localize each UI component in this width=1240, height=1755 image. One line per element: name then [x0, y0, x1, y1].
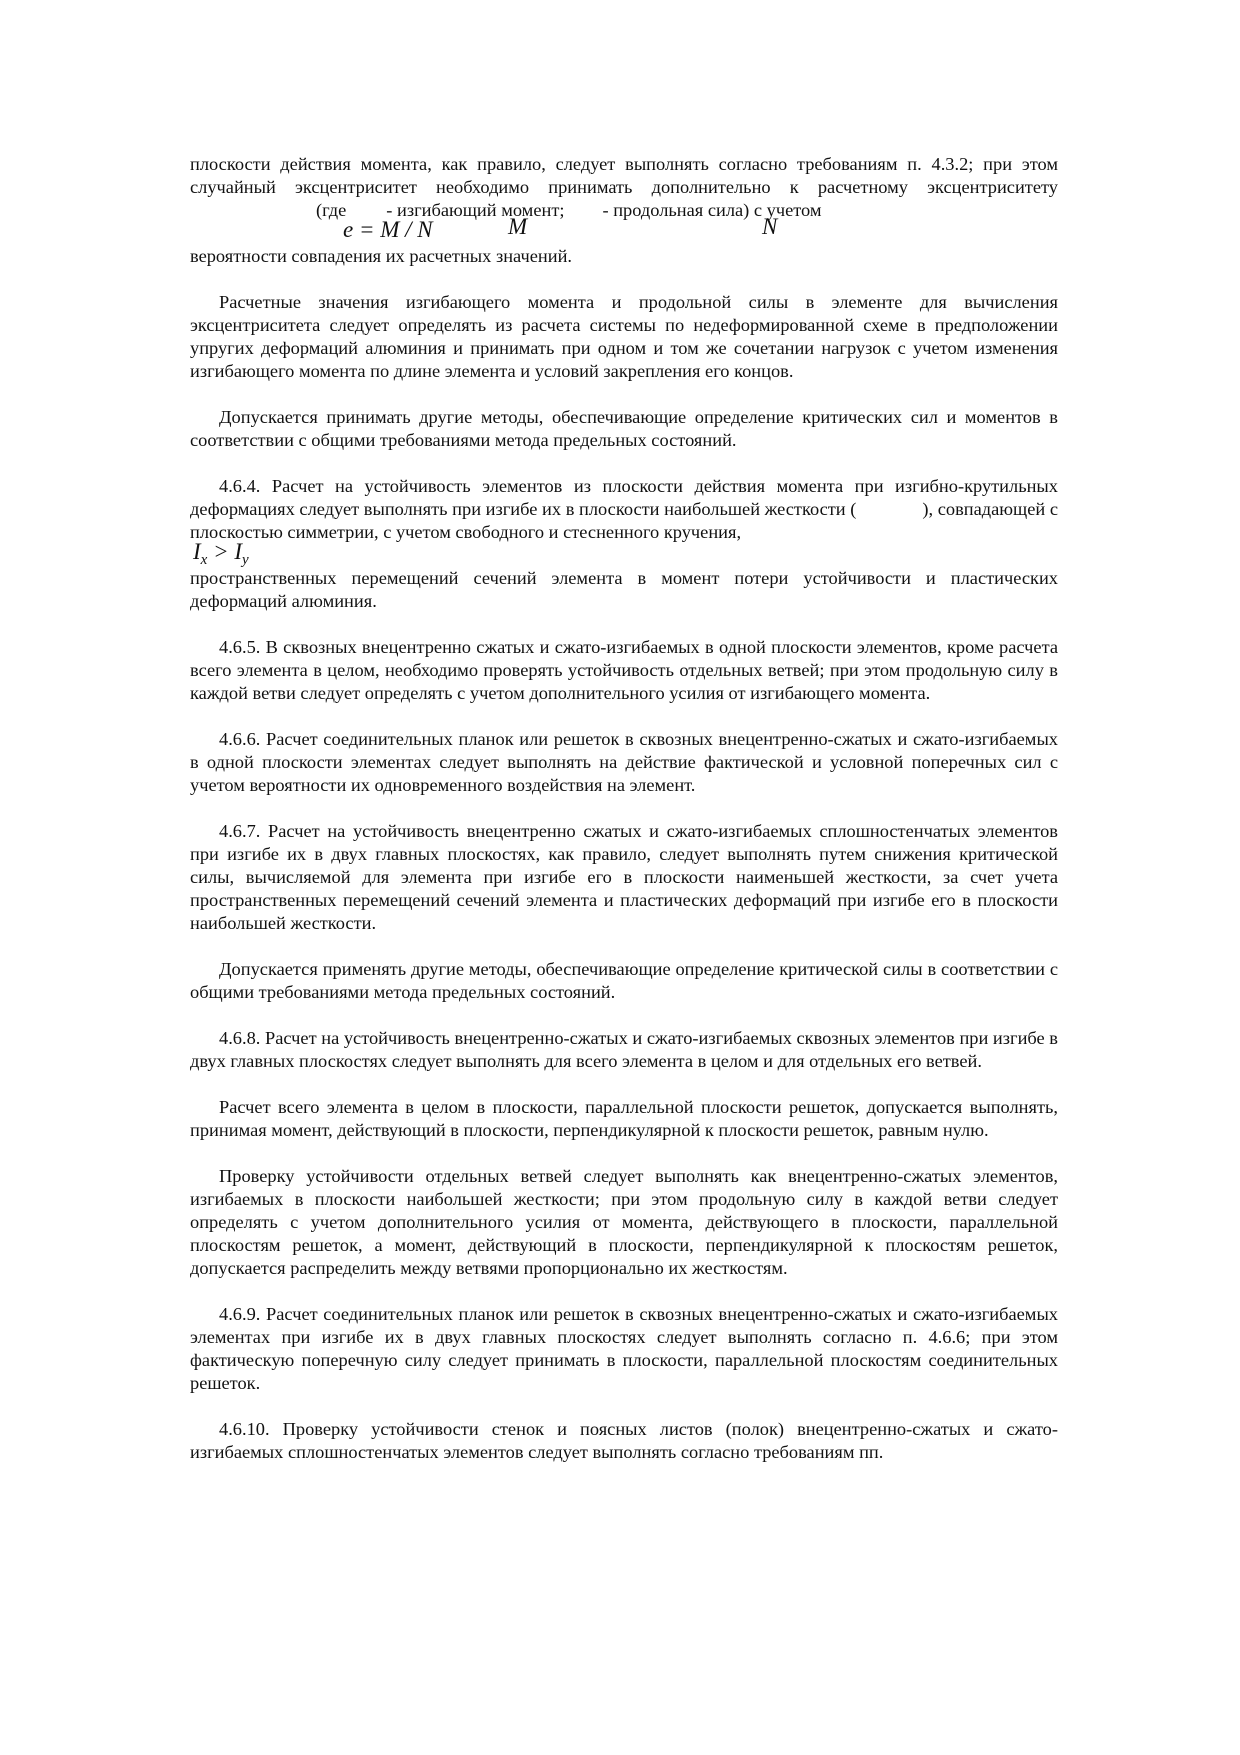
paragraph-4-6-4: [190, 475, 1058, 613]
paragraph-4-6-5: 4.6.5. В сквозных внецентренно сжатых и сжато-изгибаемых в одной плоскости элементов, кроме расчета всего элемента в целом, необходимо проверять устойчивость отдельных ветвей; при этом продольную силу в каждой ветви следует определять с учетом дополнительного усилия от изгибающего момента.: [190, 637, 1058, 703]
paragraph-branch-check: Проверку устойчивости отдельных ветвей следует выполнять как внецентренно-сжатых элементов, изгибаемых в плоскости наибольшей жесткости; при этом продольную силу в каждой ветви следует определять с учетом дополнительного усилия от момента, действующего в плоскости, параллельной плоскостям решеток, а момент, действующий в плоскости, перпендикулярной к плоскостям решеток, допускается распределить между ветвями пропорционально их жесткостям.: [190, 1166, 1058, 1278]
paragraph-text: 4.6.4. Расчет на устойчивость элементов из плоскости действия момента при изгибно-крутильных деформациях следует выполнять при изгибе их в плоскости наибольшей жесткости (: [190, 476, 1058, 519]
paragraph-text: - изгибающий момент;: [386, 200, 565, 220]
paragraph-eccentricity: [190, 153, 1058, 268]
formula-force: N: [762, 214, 778, 239]
paragraph-text: плоскости действия момента, как правило, следует выполнять согласно требованиям п. 4.3.2; при этом случайный эксцентриситет необходимо принимать дополнительно к расчетному эксцентриситету: [190, 154, 1058, 197]
paragraph-other-methods: Допускается принимать другие методы, обеспечивающие определение критических сил и моментов в соответствии с общими требованиями метода предельных состояний.: [190, 407, 1058, 450]
formula-row: [190, 539, 1058, 568]
formula-inertia: $I_x > I_y$: [193, 539, 249, 568]
formula-moment: M: [508, 214, 528, 239]
formula-eccentricity: e = M / N: [343, 217, 433, 242]
document-page: [190, 153, 1058, 1487]
paragraph-design-values: Расчетные значения изгибающего момента и продольной силы в элементе для вычисления эксцентриситета следует определять из расчета системы по недеформированной схеме в предположении упругих деформаций алюминия и принимать при одном и том же сочетании нагрузок с учетом изменения изгибающего момента по длине элемента и условий закрепления его концов.: [190, 292, 1058, 381]
paragraph-text: вероятности совпадения их расчетных значений.: [190, 246, 573, 266]
paragraph-text: пространственных перемещений сечений элемента в момент потери устойчивости и пластических деформаций алюминия.: [190, 568, 1058, 611]
paragraph-text: ), совпадающей с плоскостью симметрии, с учетом свободного и стесненного кручения,: [190, 499, 1058, 542]
paragraph-other-methods-2: Допускается применять другие методы, обеспечивающие определение критической силы в соответствии с общими требованиями метода предельных состояний.: [190, 959, 1058, 1002]
paragraph-text: - продольная сила) с учетом: [602, 200, 822, 220]
paragraph-4-6-8: 4.6.8. Расчет на устойчивость внецентренно-сжатых и сжато-изгибаемых сквозных элементов при изгибе в двух главных плоскостях следует выполнять для всего элемента в целом и для отдельных его ветвей.: [190, 1028, 1058, 1071]
paragraph-4-6-9: 4.6.9. Расчет соединительных планок или решеток в сквозных внецентренно-сжатых и сжато-изгибаемых элементах при изгибе их в двух главных плоскостях следует выполнять согласно п. 4.6.6; при этом фактическую поперечную силу следует принимать в плоскости, параллельной плоскостям соединительных решеток.: [190, 1304, 1058, 1393]
paragraph-4-6-6: 4.6.6. Расчет соединительных планок или решеток в сквозных внецентренно-сжатых и сжато-изгибаемых в одной плоскости элементах следует выполнять на действие фактической и условной поперечных сил с учетом вероятности их одновременного воздействия на элемент.: [190, 729, 1058, 795]
formula-row: [190, 214, 1058, 245]
paragraph-4-6-7: 4.6.7. Расчет на устойчивость внецентренно сжатых и сжато-изгибаемых сплошностенчатых элементов при изгибе их в двух главных плоскостях, как правило, следует выполнять путем снижения критической силы, вычисляемой для элемента при изгибе его в плоскости наименьшей жесткости, за счет учета пространственных перемещений сечений элемента и пластических деформаций при изгибе его в плоскости наибольшей жесткости.: [190, 821, 1058, 933]
paragraph-4-6-10: 4.6.10. Проверку устойчивости стенок и поясных листов (полок) внецентренно-сжатых и сжато-изгибаемых сплошностенчатых элементов следует выполнять согласно требованиям пп.: [190, 1419, 1058, 1462]
paragraph-text: (где: [316, 200, 347, 220]
paragraph-whole-element: Расчет всего элемента в целом в плоскости, параллельной плоскости решеток, допускается выполнять, принимая момент, действующий в плоскости, перпендикулярной к плоскости решеток, равным нулю.: [190, 1097, 1058, 1140]
